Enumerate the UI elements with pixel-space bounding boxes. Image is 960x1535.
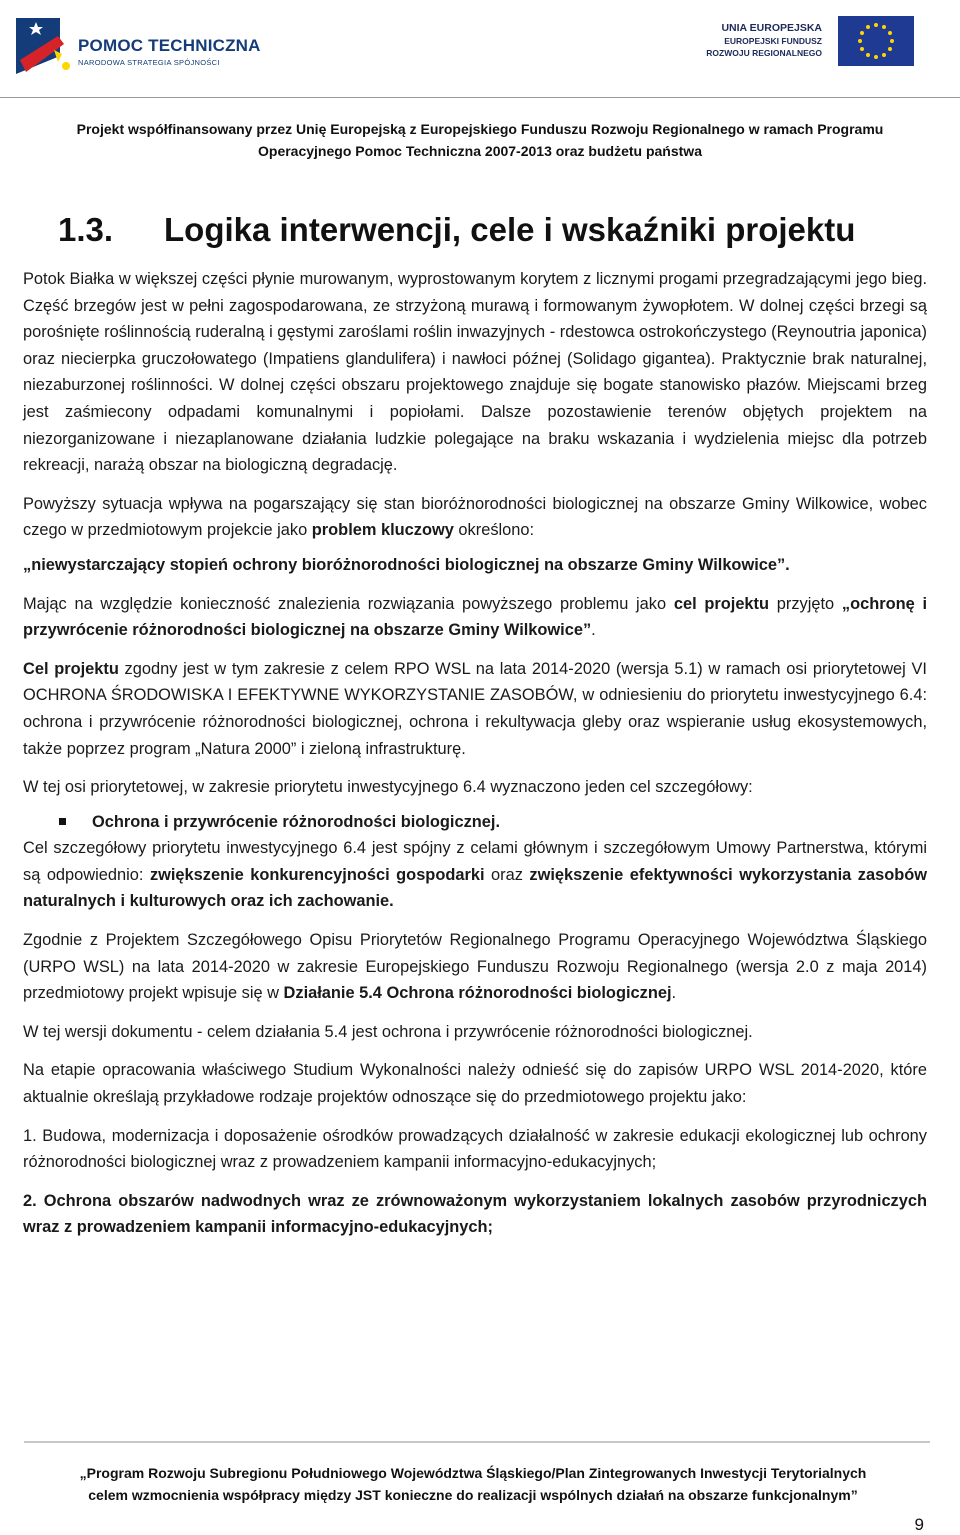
paragraph-feasibility: Na etapie opracowania właściwego Studium Wykonalności należy odnieść się do zapisów URPO WSL 2014-2020, które aktualnie określają przykładowe rodzaje projektów odnoszące się do przedmiotowego projektu jako: (23, 1061, 927, 1107)
partnership-goal-1: zwiększenie konkurencyjności gospodarki (149, 865, 485, 884)
partnership-text-2: oraz (484, 865, 530, 884)
goal-label: cel projektu (673, 594, 770, 613)
pomoc-techniczna-name: POMOC TECHNICZNA (78, 36, 261, 55)
urpo-action: Działanie 5.4 Ochrona różnorodności biologicznej (283, 984, 672, 1003)
bullet-item (23, 809, 927, 836)
key-problem-text: Powyższy sytuacja wpływa na pogarszający się stan bioróżnorodności biologicznej na obszarze Gminy Wilkowice, wobec czego w przedmiotowym projekcie jako (23, 494, 927, 540)
footer-line-2: celem wzmocnienia współpracy między JST konieczne do realizacji wspólnych działań na obszarze funkcjonalnym” (88, 1487, 858, 1503)
funding-line-1: Projekt współfinansowany przez Unię Europejską z Europejskiego Funduszu Rozwoju Regionalnego w ramach Programu (76, 121, 884, 137)
eu-logo-line3: ROZWOJU REGIONALNEGO (706, 48, 822, 58)
paragraph-rpo-alignment (23, 656, 927, 762)
footer-divider (24, 1441, 930, 1443)
paragraph-partnership (23, 835, 927, 915)
bullet-text: Ochrona i przywrócenie różnorodności biologicznej. (92, 812, 500, 831)
paragraph-key-problem (23, 491, 927, 544)
section-title: Logika interwencji, cele i wskaźniki projektu (164, 211, 856, 248)
section-number: 1.3. (58, 211, 114, 248)
list-item-1: 1. Budowa, modernizacja i doposażenie ośrodków prowadzących działalność w zakresie edukacji ekologicznej lub ochrony różnorodności biologicznej wraz z prowadzeniem kampanii informacyjno-edukacyjnych; (23, 1126, 927, 1172)
key-problem-end: określono: (453, 521, 535, 540)
urpo-text: Zgodnie z Projektem Szczegółowego Opisu Priorytetów Regionalnego Programu Operacyjnego Województwa Śląskiego (URPO WSL) na lata 2014-2020 w zakresie Europejskiego Funduszu Rozwoju Regionalnego (wersja 2.0 z maja 2014) przedmiotowy projekt wpisuje się w (23, 931, 927, 1003)
partnership-goal-2: zwiększenie efektywności wykorzystania zasobów naturalnych i kulturowych oraz ich zachowanie. (23, 865, 927, 911)
pomoc-techniczna-mark-icon (14, 16, 72, 78)
eu-logo-line1: UNIA EUROPEJSKA (721, 22, 822, 34)
paragraph-problem-statement (23, 552, 927, 579)
problem-statement: „niewystarczający stopień ochrony bioróżnorodności biologicznej na obszarze Gminy Wilkowice”. (23, 555, 790, 574)
goal-end: . (591, 621, 596, 640)
rpo-text: zgodny jest w tym zakresie z celem RPO WSL na lata 2014-2020 (wersja 5.1) w ramach osi priorytetowej VI OCHRONA ŚRODOWISKA I EFEKTYWNE WYKORZYSTANIE ZASOBÓW, w odniesieniu do priorytetu inwestycyjnego 6.4: ochrona i przywrócenie różnorodności biologicznej, ochrona i rekultywacja gleby oraz wspieranie usług ekosystemowych, także poprzez program „Natura 2000” i zieloną infrastrukturę. (23, 659, 927, 758)
paragraph-priority-axis: W tej osi priorytetowej, w zakresie priorytetu inwestycyjnego 6.4 wyznaczono jeden cel szczegółowy: (23, 778, 753, 797)
eu-flag-icon (838, 16, 914, 66)
footer-line-1: „Program Rozwoju Subregionu Południowego Województwa Śląskiego/Plan Zintegrowanych Inwestycji Terytorialnych (79, 1465, 867, 1481)
pomoc-techniczna-subtitle: NARODOWA STRATEGIA SPÓJNOŚCI (78, 58, 220, 67)
footer (0, 1462, 946, 1506)
urpo-end: . (671, 984, 677, 1003)
eu-logo-line2: EUROPEJSKI FUNDUSZ (724, 36, 822, 46)
eu-logo (684, 16, 914, 66)
page-number: 9 (914, 1515, 924, 1534)
goal-statement: „ochronę i przywrócenie różnorodności biologicznej na obszarze Gminy Wilkowice” (23, 594, 928, 640)
goal-text-2: przyjęto (769, 594, 842, 613)
list-item-2-text: 2. Ochrona obszarów nadwodnych wraz ze zrównoważonym wykorzystaniem lokalnych zasobów przyrodniczych wraz z prowadzeniem kampanii informacyjno-edukacyjnych; (23, 1191, 927, 1237)
paragraph-project-goal (23, 591, 927, 644)
key-problem-label: problem kluczowy (311, 521, 454, 540)
square-bullet-icon (59, 818, 66, 825)
rpo-label: Cel projektu (23, 659, 119, 678)
document-body (23, 266, 927, 1241)
header-divider (0, 97, 960, 98)
paragraph-document-version: W tej wersji dokumentu - celem działania 5.4 jest ochrona i przywrócenie różnorodności biologicznej. (23, 1022, 753, 1041)
section-heading (58, 211, 855, 249)
list-item-2 (23, 1188, 927, 1241)
funding-line-2: Operacyjnego Pomoc Techniczna 2007-2013 oraz budżetu państwa (258, 143, 702, 159)
pomoc-techniczna-logo (14, 16, 261, 80)
goal-text-1: Mając na względzie konieczność znalezienia rozwiązania powyższego problemu jako (23, 594, 674, 613)
funding-statement (0, 118, 960, 162)
partnership-text-1: Cel szczegółowy priorytetu inwestycyjnego 6.4 jest spójny z celami głównym i szczegółowym Umowy Partnerstwa, którymi są odpowiednio: (23, 839, 927, 884)
paragraph-urpo (23, 927, 927, 1007)
paragraph-context: Potok Białka w większej części płynie murowanym, wyprostowanym korytem z licznymi progami przegradzającymi jego bieg. Część brzegów jest w pełni zagospodarowana, ze strzyżoną murawą i formowanym żywopłotem. W dolnej części brzegi są porośnięte roślinnością ruderalną i gęstymi zaroślami roślin inwazyjnych - rdestowca ostrokończystego (Reynoutria japonica) oraz niecierpka gruczołowatego (Impatiens glandulifera) i nawłoci późnej (Solidago gigantea). Praktycznie brak naturalnej, niezaburzonej roślinności. W dolnej części obszaru projektowego znajduje się bogate stanowisko płazów. Miejscami brzeg jest zaśmiecony odpadami komunalnymi i popiołami. Dalsze pozostawienie terenów objętych projektem na niezorganizowane i niezaplanowane działania ludzkie polegające na braku wskazania i wydzielenia miejsc dla potrzeb rekreacji, narażą obszar na biologiczną degradację. (23, 270, 927, 475)
